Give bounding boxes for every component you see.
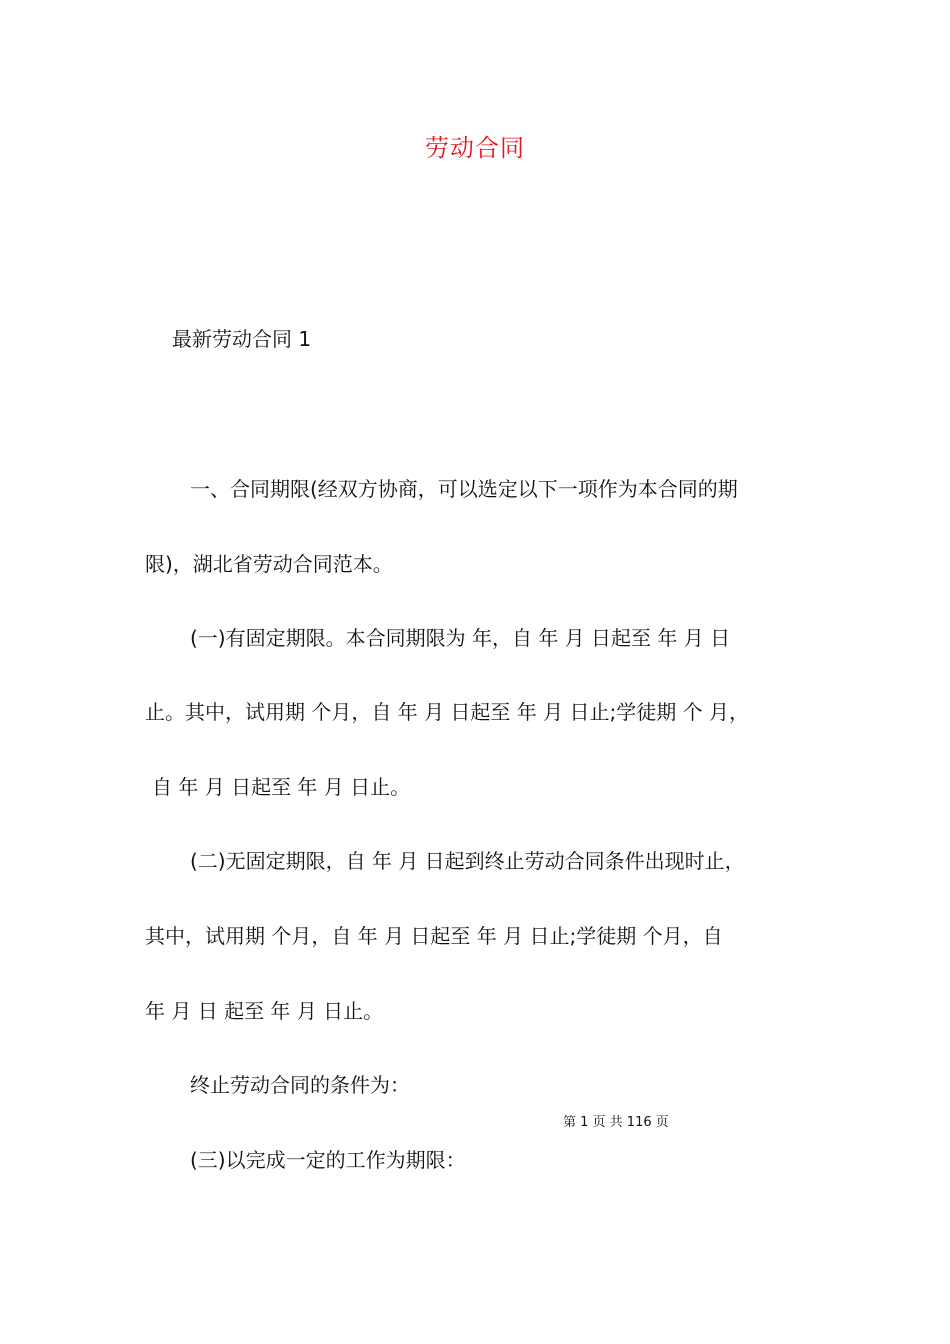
paragraph-line: 终止劳动合同的条件为： (190, 1073, 410, 1097)
paragraph-line: 其中，试用期 个月，自 年 月 日起至 年 月 日止;学徒期 个月，自 (145, 924, 723, 948)
paragraph-line: 一、合同期限(经双方协商，可以选定以下一项作为本合同的期 (190, 477, 738, 501)
section-heading: 最新劳动合同 1 (172, 327, 312, 351)
paragraph-line: 限)，湖北省劳动合同范本。 (145, 552, 393, 576)
page-number-footer: 第 1 页 共 116 页 (563, 1115, 669, 1130)
paragraph-line: 自 年 月 日起至 年 月 日止。 (152, 775, 411, 799)
document-title: 劳动合同 (425, 134, 525, 162)
paragraph-line: (一)有固定期限。本合同期限为 年，自 年 月 日起至 年 月 日 (190, 626, 731, 650)
paragraph-line: 年 月 日 起至 年 月 日止。 (145, 999, 384, 1023)
paragraph-line: (三)以完成一定的工作为期限： (190, 1148, 466, 1172)
paragraph-line: (二)无固定期限，自 年 月 日起到终止劳动合同条件出现时止， (190, 849, 745, 873)
paragraph-line: 止。其中，试用期 个月，自 年 月 日起至 年 月 日止;学徒期 个 月， (145, 700, 749, 724)
